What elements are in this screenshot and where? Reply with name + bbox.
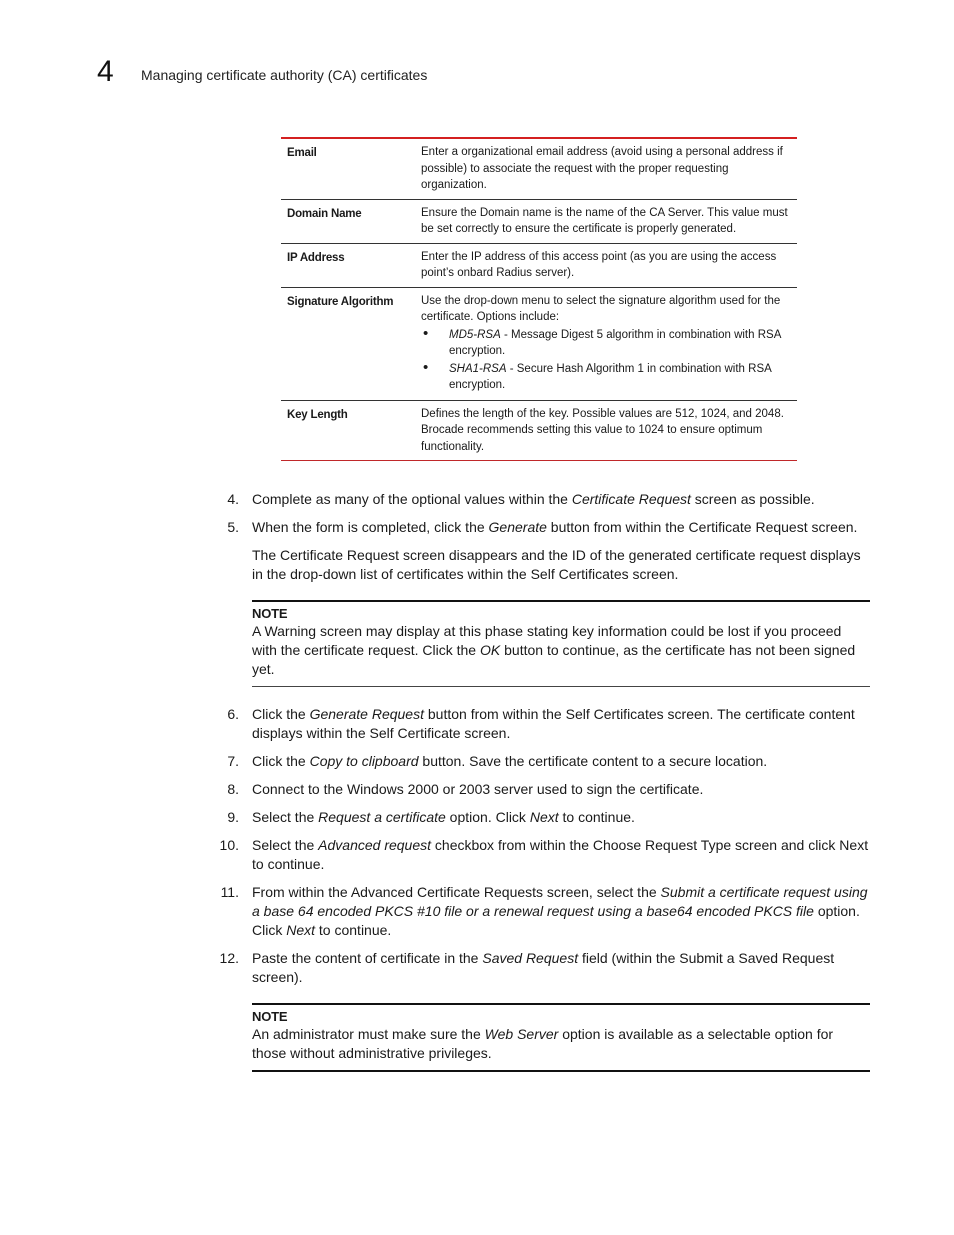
step-6: 6. Click the Generate Request button from within the Self Certificates screen. The certificate content displays within the Self Certificate screen.	[0, 705, 870, 743]
param-name: IP Address	[287, 251, 345, 264]
param-description: Use the drop-down menu to select the signature algorithm used for the certificate. Options include: • MD5-RSA - Message Digest 5 algorithm in combination with RSA encryption. • SHA1-RSA - Secure Hash Algorithm 1 in combination with RSA encryption.	[421, 293, 791, 395]
list-item: • SHA1-RSA - Secure Hash Algorithm 1 in combination with RSA encryption.	[421, 361, 791, 394]
step-7: 7. Click the Copy to clipboard button. Save the certificate content to a secure location.	[0, 752, 870, 771]
note-text: An administrator must make sure the Web Server option is available as a selectable option for those without administrative privileges.	[252, 1026, 834, 1061]
options-list	[421, 327, 791, 394]
chapter-title: Managing certificate authority (CA) certificates	[141, 67, 428, 83]
list-item: • MD5-RSA - Message Digest 5 algorithm in combination with RSA encryption.	[421, 327, 791, 360]
chapter-number: 4	[97, 55, 114, 88]
step-number: 6.	[227, 706, 239, 722]
table-row-domain-name	[281, 199, 797, 243]
step-8: 8. Connect to the Windows 2000 or 2003 server used to sign the certificate.	[0, 780, 870, 799]
param-description: Defines the length of the key. Possible values are 512, 1024, and 2048. Brocade recommends setting this value to 1024 to ensure optimum functionality.	[421, 407, 784, 453]
param-name: Email	[287, 147, 317, 159]
step-12: 12. Paste the content of certificate in the Saved Request field (within the Submit a Saved Request screen).	[0, 949, 870, 987]
note-label: NOTE	[252, 606, 288, 621]
step-5: 5. When the form is completed, click the Generate button from within the Certificate Request screen. The Certificate Request screen disappears and the ID of the generated certificate request displays in the drop-down list of certificates within the Self Certificates screen.	[0, 518, 870, 584]
table-row-key-length	[281, 400, 797, 461]
note-box	[252, 1003, 870, 1072]
param-description: Ensure the Domain name is the name of the CA Server. This value must be set correctly to ensure the certificate is properly generated.	[421, 206, 788, 235]
parameter-table	[281, 137, 797, 461]
step-10: 10. Select the Advanced request checkbox from within the Choose Request Type screen and click Next to continue.	[0, 836, 870, 874]
param-description: Enter a organizational email address (avoid using a personal address if possible) to associate the request with the proper requesting organization.	[421, 146, 783, 191]
note-box	[252, 600, 870, 687]
table-row-ip-address	[281, 243, 797, 287]
step-11: 11. From within the Advanced Certificate Requests screen, select the Submit a certificate request using a base 64 encoded PKCS #10 file or a renewal request using a base64 encoded PKCS file option. Click Next to continue.	[0, 883, 870, 940]
table-row-email	[281, 139, 797, 199]
step-number: 10.	[219, 837, 239, 853]
step-number: 4.	[227, 491, 239, 507]
step-4: 4. Complete as many of the optional values within the Certificate Request screen as possible.	[0, 490, 870, 509]
procedure-steps	[0, 490, 954, 1090]
param-description: Enter the IP address of this access point (as you are using the access point’s onbard Radius server).	[421, 250, 777, 279]
note-label: NOTE	[252, 1009, 288, 1024]
param-name: Signature Algorithm	[287, 295, 394, 308]
note-text: A Warning screen may display at this phase stating key information could be lost if you proceed with the certificate request. Click the OK button to continue, as the certificate has not been signed yet.	[252, 623, 856, 677]
param-name: Domain Name	[287, 207, 362, 220]
step-number: 7.	[227, 753, 239, 769]
step-number: 11.	[220, 884, 239, 900]
step-number: 8.	[227, 781, 239, 797]
step-number: 12.	[219, 950, 239, 966]
step-number: 9.	[227, 809, 239, 825]
step-number: 5.	[227, 519, 239, 535]
param-name: Key Length	[287, 408, 348, 421]
step-9: 9. Select the Request a certificate option. Click Next to continue.	[0, 808, 870, 827]
step-detail: The Certificate Request screen disappears and the ID of the generated certificate request displays in the drop-down list of certificates within the Self Certificates screen.	[252, 547, 861, 582]
table-row-signature-algorithm	[281, 287, 797, 400]
